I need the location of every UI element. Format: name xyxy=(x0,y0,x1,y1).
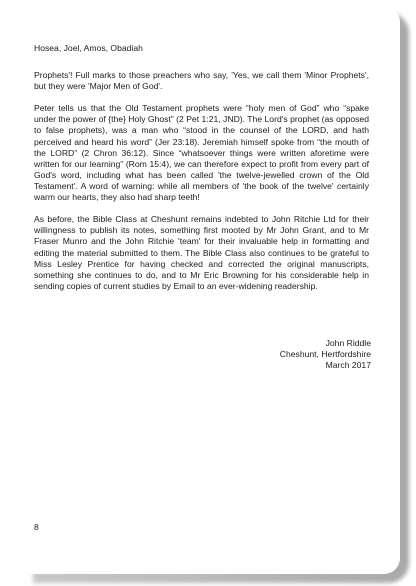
page-number: 8 xyxy=(34,522,39,532)
signature-name: John Riddle xyxy=(325,338,371,348)
signature-date: March 2017 xyxy=(325,360,371,371)
signature-place: Cheshunt, Hertfordshire xyxy=(279,349,371,360)
signature-block xyxy=(280,338,371,371)
paragraph-prophets: Peter tells us that the Old Testament prophets were “holy men of God” who “spake under the power of {the} Holy Ghost” (2 Pet 1:21, JND). The Lord's prophet (as opposed to false prophets), was a man who “stood in the counsel of the LORD, and hath perceived and heard his word” (Jer 23:18). Jeremiah himself spoke from “the mouth of the LORD” (2 Chron 36:12). Since “whatsoever things were written aforetime were written for our learning” (Rom 15:4), we can therefore expect to profit from every part of God's word, including what has been called 'the twelve-jewelled crown of the Old Testament'. A word of warning: while all members of 'the book of the twelve' certainly warm our hearts, they also had sharp teeth! xyxy=(34,103,369,203)
paragraph-acknowledgements: As before, the Bible Class at Cheshunt remains indebted to John Ritchie Ltd for their willingness to publish its notes, something first mooted by Mr John Grant, and to Mr Fraser Munro and the John Ritchie 'team' for their invaluable help in formatting and editing the material submitted to them. The Bible Class also continues to be grateful to Miss Lesley Prentice for having checked and corrected the original manuscripts, something she continues to do, and to Mr Eric Browning for his considerable help in sending copies of current studies by Email to an ever-widening readership. xyxy=(34,214,369,291)
running-header: Hosea, Joel, Amos, Obadiah xyxy=(34,43,143,53)
paragraph-intro: Prophets'! Full marks to those preachers who say, 'Yes, we call them 'Minor Prophets', but they were 'Major Men of God'. xyxy=(34,70,369,92)
body-text xyxy=(34,70,369,303)
